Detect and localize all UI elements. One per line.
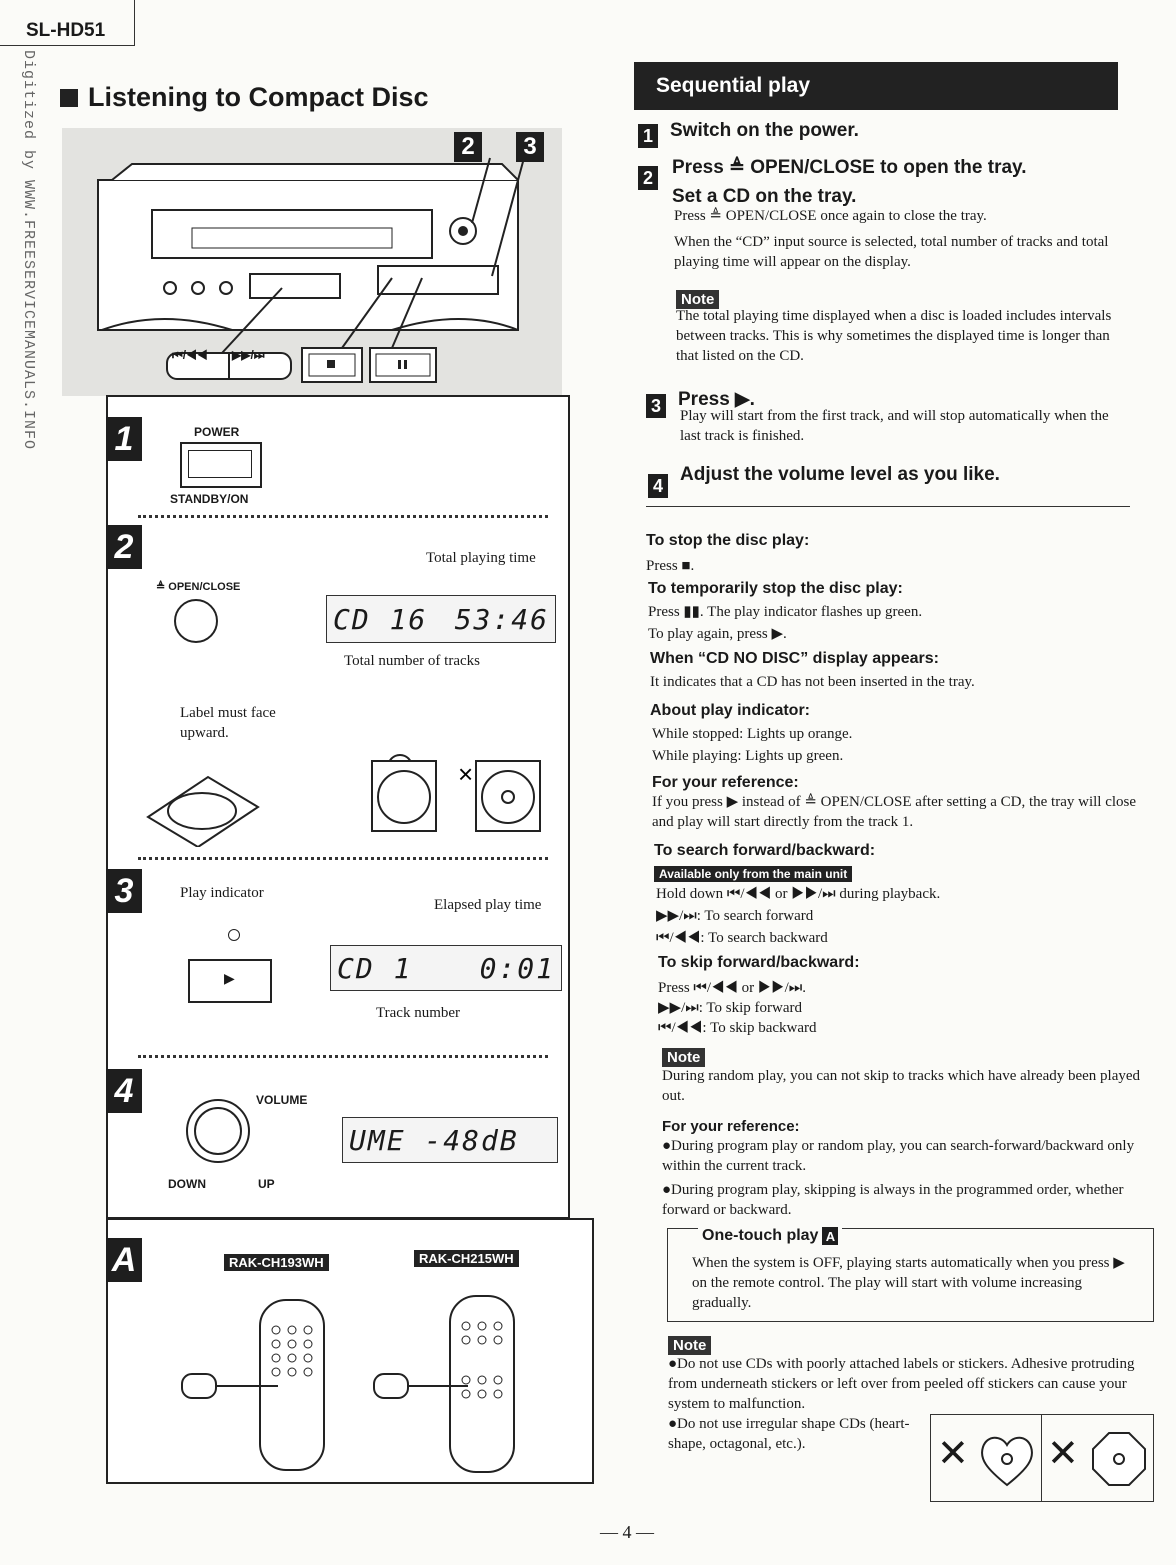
x-mark-icon: ✕ (1047, 1433, 1079, 1475)
unit-illustration (62, 128, 562, 396)
irregular-cd-box (930, 1414, 1154, 1502)
play-indicator-caption: Play indicator (180, 885, 264, 901)
search-body3: ⏮/◀◀: To search backward (656, 930, 828, 946)
step3-title: Press ▶. (678, 389, 755, 410)
lcd-elapsed-time: 0:01 (479, 951, 555, 985)
one-touch-body: When the system is OFF, playing starts automatically when you press ▶ on the remote control. The play will start with volume increasing gradually. (692, 1255, 1125, 1311)
track-number-caption: Track number (376, 1005, 461, 1021)
lcd-display-total (326, 595, 556, 643)
pause-body1: Press ▮▮. The play indicator flashes up green. (648, 604, 923, 620)
step-badge-4: 4 (106, 1069, 142, 1113)
remote-model-1: RAK-CH193WH (224, 1254, 329, 1271)
volume-knob (186, 1099, 250, 1163)
volume-up-label: UP (258, 1177, 275, 1191)
next-label: ▶▶/⏭ (232, 348, 265, 362)
stop-heading: To stop the disc play: (646, 532, 810, 549)
lcd-volume: UME -48dB (349, 1123, 519, 1157)
one-touch-box (667, 1228, 1154, 1322)
lcd-track-count: CD 16 (333, 602, 428, 636)
pause-heading: To temporarily stop the disc play: (648, 580, 903, 597)
nodisc-heading: When “CD NO DISC” display appears: (650, 650, 939, 667)
step2-note: The total playing time displayed when a disc is loaded includes intervals between tracks. This is why sometimes the displayed time is longer than that listed on the CD. (676, 308, 1112, 364)
step-badge-2: 2 (106, 525, 142, 569)
skip-body2: ▶▶/⏭: To skip forward (658, 1000, 802, 1016)
model-label: SL-HD51 (0, 0, 135, 46)
standby-label: STANDBY/ON (170, 492, 249, 506)
step2-body2: When the “CD” input source is selected, total number of tracks and total playing time will appear on the display. (674, 234, 1109, 270)
heart-cd-icon (977, 1429, 1037, 1489)
svg-text:×: × (458, 759, 474, 789)
callout-2: 2 (454, 132, 482, 162)
nodisc-body: It indicates that a CD has not been inserted in the tray. (650, 674, 975, 690)
reference-heading: For your reference: (652, 774, 799, 791)
indicator-body2: While playing: Lights up green. (652, 748, 844, 764)
step1-title: Switch on the power. (670, 120, 859, 141)
step-badge-3: 3 (106, 869, 142, 913)
divider (138, 515, 548, 518)
box-divider (1041, 1415, 1042, 1501)
octagon-cd-icon (1089, 1429, 1149, 1489)
remote-panel (106, 1218, 594, 1484)
reference2-body1: ●During program play or random play, you can search-forward/backward only within the current track. (662, 1138, 1135, 1174)
lcd-display-elapsed (330, 945, 562, 991)
sequential-play-header: Sequential play (634, 62, 1118, 110)
lcd-display-volume (342, 1117, 558, 1163)
tracks-caption: Total number of tracks (344, 653, 480, 669)
step2-subtitle: Set a CD on the tray. (672, 186, 857, 207)
step-number-4: 4 (648, 474, 668, 498)
page-number: — 4 — (600, 1522, 654, 1542)
search-body2: ▶▶/⏭: To search forward (656, 908, 814, 924)
step2-body1: Press ≜ OPEN/CLOSE once again to close the tray. (674, 208, 987, 224)
prev-label: ⏮/◀◀ (172, 348, 208, 362)
step2-title: Press ≜ OPEN/CLOSE to open the tray. (672, 157, 1027, 178)
power-button (180, 442, 262, 488)
cd-unit-drawing (62, 128, 562, 396)
sticker-note: ●Do not use CDs with poorly attached labels or stickers. Adhesive protruding from underneath stickers or left over from peeled off stickers can cause your system to malfunction. (668, 1356, 1135, 1412)
callout-3: 3 (516, 132, 544, 162)
step3-body: Play will start from the first track, and will stop automatically when the last track is finished. (680, 408, 1109, 444)
note-label-1: Note (676, 290, 719, 309)
x-mark-icon: ✕ (937, 1433, 969, 1475)
square-bullet-icon (60, 89, 78, 107)
open-close-button (174, 599, 218, 643)
total-time-caption: Total playing time (426, 550, 536, 566)
section-title-text: Listening to Compact Disc (88, 82, 429, 112)
section-divider (646, 506, 1130, 507)
search-body1: Hold down ⏮/◀◀ or ▶▶/⏭ during playback. (656, 886, 941, 902)
section-title (60, 82, 429, 113)
label-upward-caption: Label must face upward. (180, 705, 276, 741)
reference2-body2: ●During program play, skipping is always in the programmed order, whether forward or backward. (662, 1182, 1124, 1218)
one-touch-heading (698, 1227, 842, 1245)
divider (138, 1055, 548, 1058)
indicator-body1: While stopped: Lights up orange. (652, 726, 853, 742)
elapsed-caption: Elapsed play time (434, 897, 542, 913)
steps-panel (106, 395, 570, 1219)
play-button: ▶ (188, 959, 272, 1003)
divider (138, 857, 548, 860)
watermark: Digitized by WWW.FREESERVICEMANUALS.INFO (20, 50, 37, 451)
step-badge-a: A (106, 1238, 142, 1282)
indicator-heading: About play indicator: (650, 702, 810, 719)
one-touch-badge: A (822, 1227, 838, 1245)
pause-body2: To play again, press ▶. (648, 626, 787, 642)
reference-body: If you press ▶ instead of ≜ OPEN/CLOSE after setting a CD, the tray will close and play will start directly from the track 1. (652, 794, 1137, 830)
step-number-2: 2 (638, 166, 658, 190)
skip-heading: To skip forward/backward: (658, 954, 860, 971)
stop-body: Press ■. (646, 558, 695, 574)
play-indicator-icon (228, 929, 240, 941)
note-label-2: Note (662, 1048, 705, 1067)
one-touch-heading-text: One-touch play (702, 1227, 819, 1244)
search-heading: To search forward/backward: (654, 842, 876, 859)
shape-note: ●Do not use irregular shape CDs (heart-shape, octagonal, etc.). (668, 1416, 910, 1452)
random-note: During random play, you can not skip to tracks which have already been played out. (662, 1068, 1141, 1104)
step-badge-1: 1 (106, 417, 142, 461)
open-close-label: ≜ OPEN/CLOSE (156, 581, 241, 593)
skip-body1: Press ⏮/◀◀ or ▶▶/⏭. (658, 980, 807, 996)
reference2-heading: For your reference: (662, 1118, 800, 1135)
remote-drawings (168, 1280, 568, 1480)
power-label: POWER (194, 425, 240, 439)
note-label-3: Note (668, 1336, 711, 1355)
available-badge: Available only from the main unit (654, 866, 852, 882)
disc-orientation-icons (138, 747, 558, 847)
lcd-track: CD 1 (337, 951, 413, 985)
step-number-1: 1 (638, 124, 658, 148)
volume-label: VOLUME (256, 1093, 308, 1107)
volume-down-label: DOWN (168, 1177, 206, 1191)
lcd-total-time: 53:46 (454, 602, 549, 636)
skip-body3: ⏮/◀◀: To skip backward (658, 1020, 817, 1036)
step4-title: Adjust the volume level as you like. (680, 464, 1000, 485)
remote-model-2: RAK-CH215WH (414, 1250, 519, 1267)
step-number-3: 3 (646, 394, 666, 418)
